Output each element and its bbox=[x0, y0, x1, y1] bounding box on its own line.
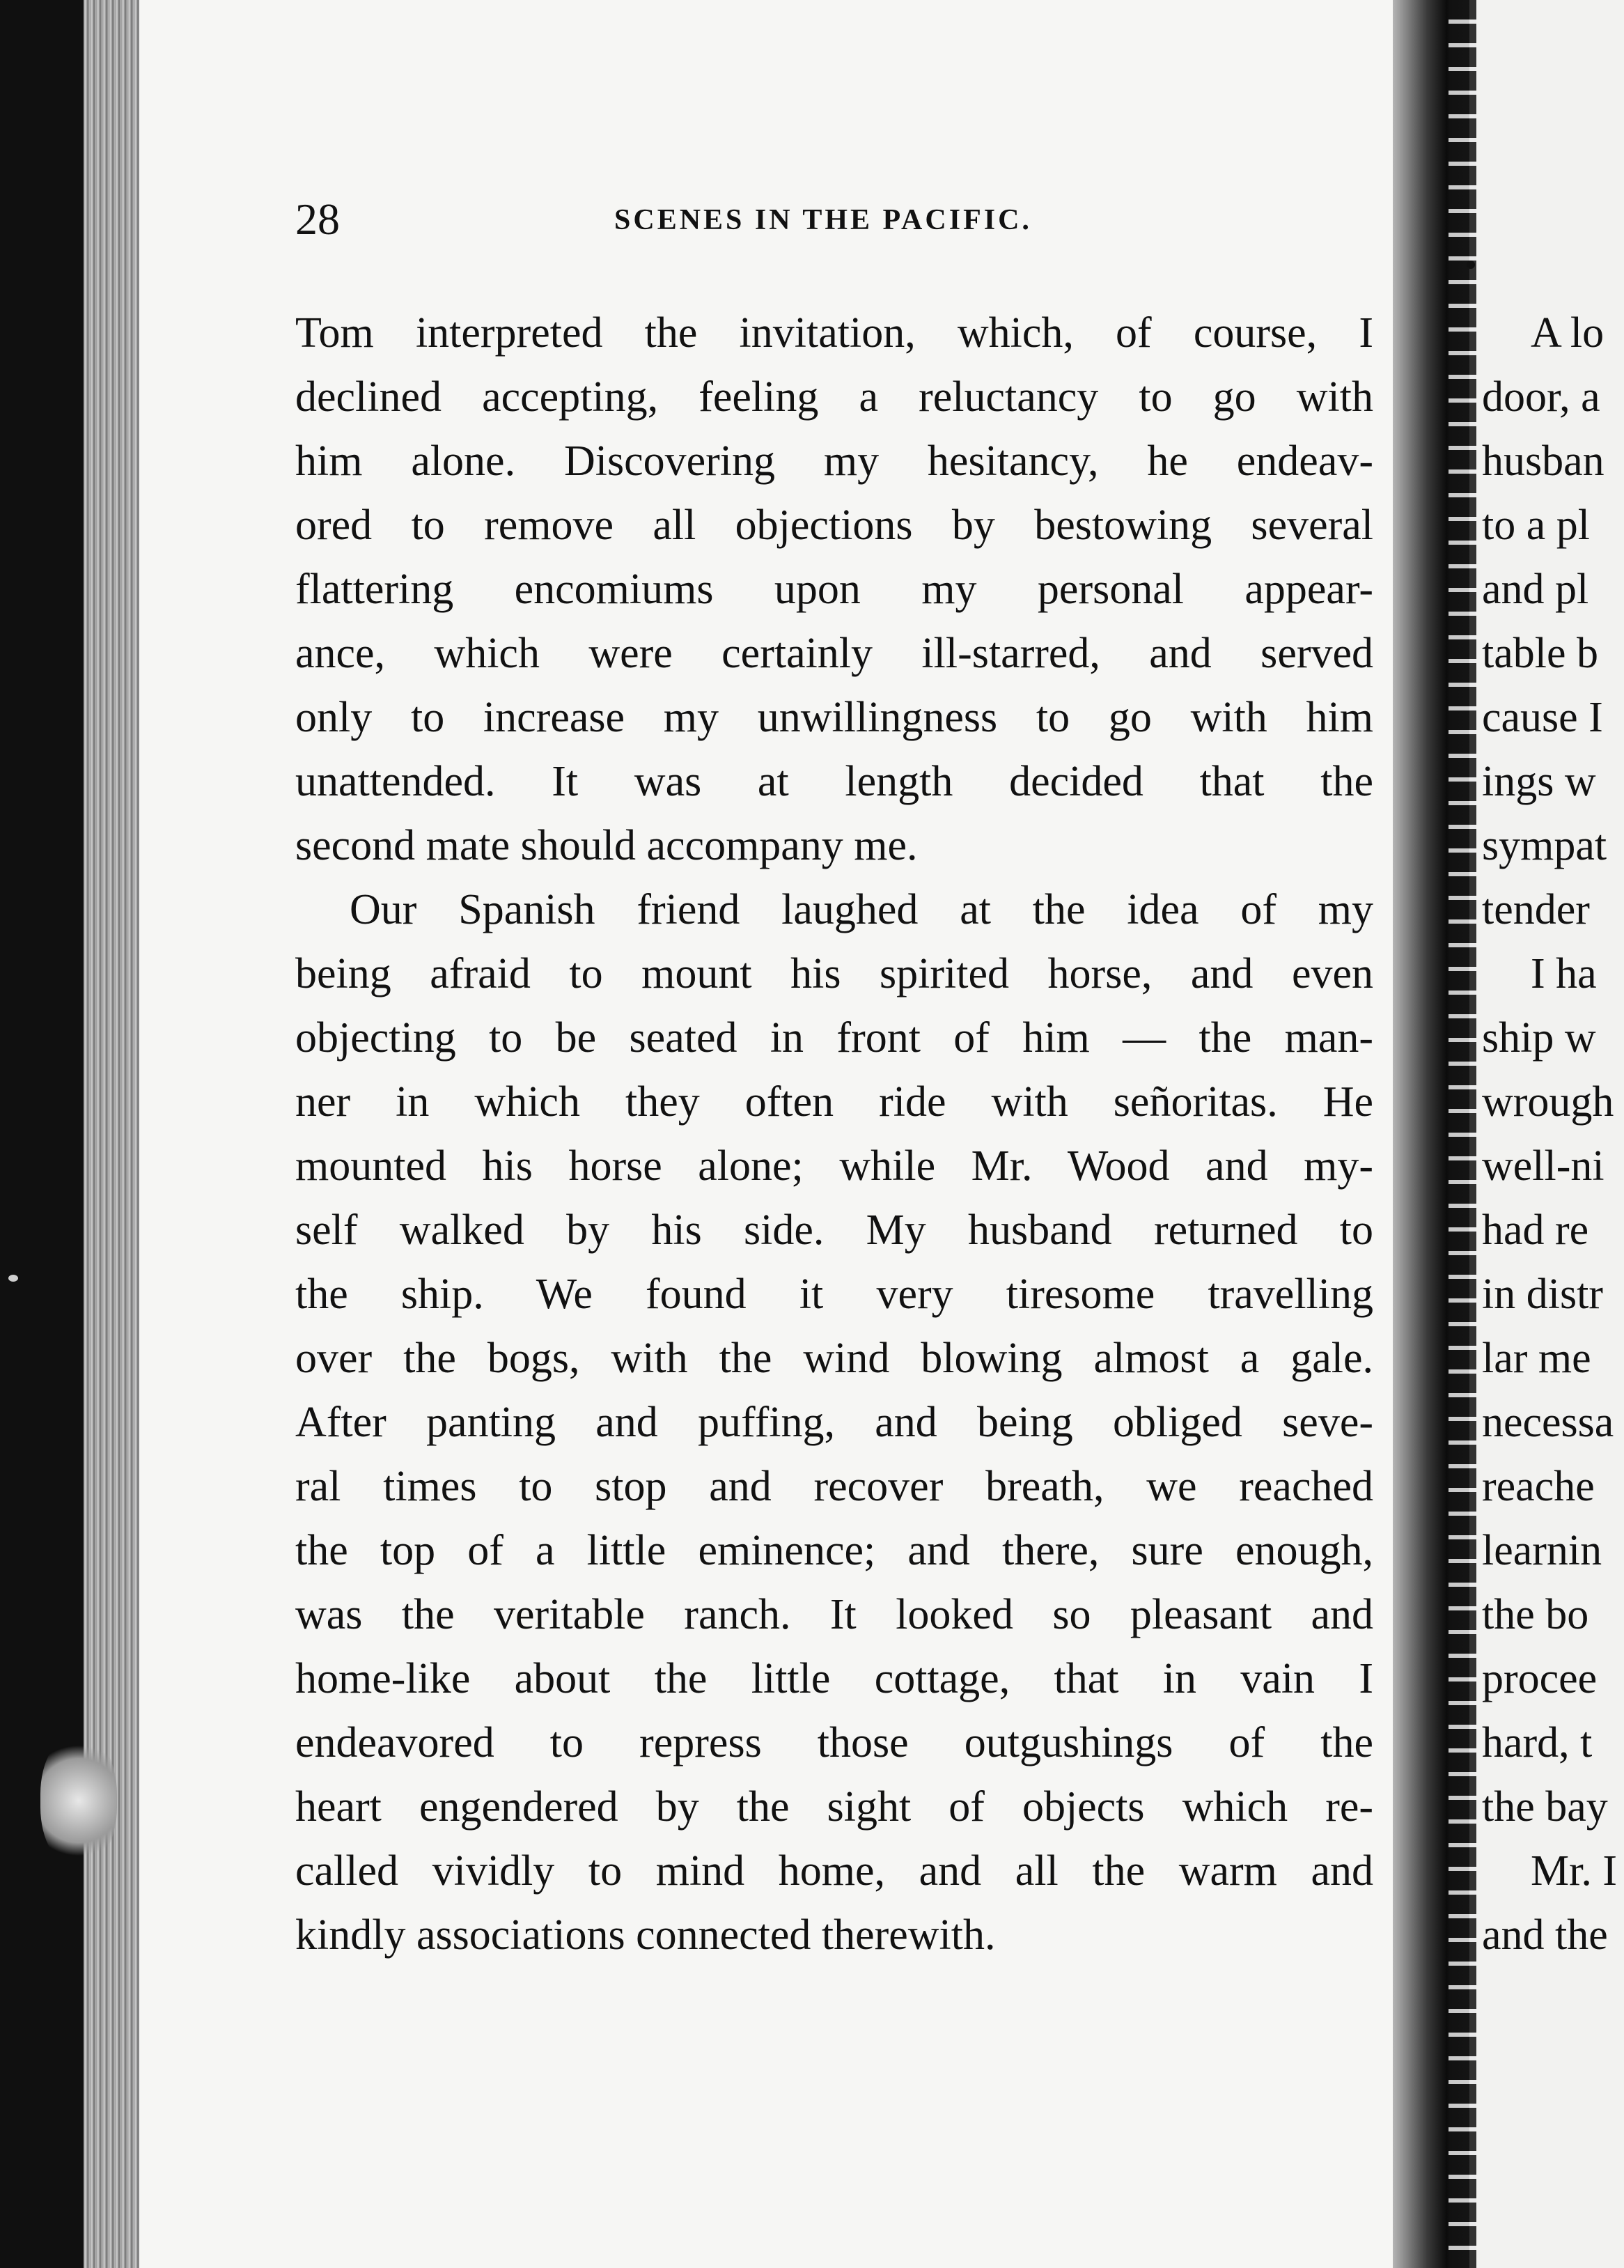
text-line: ner in which they often ride with señoritas. He bbox=[295, 1078, 1373, 1126]
text-line: ral times to stop and recover breath, we reached bbox=[295, 1463, 1373, 1510]
facing-text-line: necessa bbox=[1482, 1399, 1614, 1446]
text-line: second mate should accompany me. bbox=[295, 822, 918, 869]
text-line: kindly associations connected therewith. bbox=[295, 1911, 996, 1959]
text-line: home-like about the little cottage, that in vain I bbox=[295, 1655, 1373, 1702]
text-line: the ship. We found it very tiresome travelling bbox=[295, 1271, 1373, 1318]
scan-background bbox=[0, 0, 91, 2268]
text-line: called vividly to mind home, and all the warm and bbox=[295, 1847, 1373, 1895]
text-line: Tom interpreted the invitation, which, of course, I bbox=[295, 309, 1373, 357]
text-line: mounted his horse alone; while Mr. Wood and my- bbox=[295, 1142, 1373, 1190]
text-line: After panting and puffing, and being obliged seve- bbox=[295, 1399, 1373, 1446]
ink-dot bbox=[1467, 261, 1475, 269]
facing-page-text bbox=[1482, 301, 1624, 1967]
facing-text-line: reache bbox=[1482, 1463, 1595, 1510]
facing-text-line: Mr. I bbox=[1531, 1847, 1617, 1895]
page-header bbox=[295, 194, 1382, 242]
facing-text-line: ship w bbox=[1482, 1014, 1596, 1062]
text-line: was the veritable ranch. It looked so pleasant and bbox=[295, 1591, 1373, 1638]
page-number: 28 bbox=[295, 194, 340, 244]
text-line: declined accepting, feeling a reluctancy to go with bbox=[295, 373, 1373, 421]
text-line: over the bogs, with the wind blowing almost a gale. bbox=[295, 1335, 1373, 1382]
text-line: the top of a little eminence; and there, sure enough, bbox=[295, 1527, 1373, 1574]
facing-text-line: door, a bbox=[1482, 373, 1600, 421]
facing-text-line: procee bbox=[1482, 1655, 1598, 1702]
body-text bbox=[295, 301, 1373, 1967]
running-title: SCENES IN THE PACIFIC. bbox=[614, 204, 1032, 236]
facing-text-line: the bay bbox=[1482, 1783, 1608, 1831]
facing-text-line: well-ni bbox=[1482, 1142, 1605, 1190]
facing-text-line: I ha bbox=[1531, 950, 1597, 997]
facing-text-line: and pl bbox=[1482, 566, 1589, 613]
paper-stain bbox=[40, 1734, 117, 1867]
facing-text-line: table b bbox=[1482, 630, 1598, 677]
facing-text-line: learnin bbox=[1482, 1527, 1602, 1574]
page-fore-edge bbox=[84, 0, 139, 2268]
facing-text-line: and the bbox=[1482, 1911, 1608, 1959]
text-line: objecting to be seated in front of him — the man- bbox=[295, 1014, 1373, 1062]
facing-text-line: A lo bbox=[1531, 309, 1605, 357]
facing-text-line: ings w bbox=[1482, 758, 1596, 805]
text-line: being afraid to mount his spirited horse, and even bbox=[295, 950, 1373, 997]
facing-text-line: had re bbox=[1482, 1206, 1589, 1254]
text-line: ored to remove all objections by bestowing several bbox=[295, 502, 1373, 549]
facing-text-line: husban bbox=[1482, 437, 1605, 485]
facing-text-line: in distr bbox=[1482, 1271, 1603, 1318]
text-line: unattended. It was at length decided that the bbox=[295, 758, 1373, 805]
scan-speck bbox=[8, 1275, 18, 1282]
text-line: flattering encomiums upon my personal appear- bbox=[295, 566, 1373, 613]
text-line: only to increase my unwillingness to go with him bbox=[295, 694, 1373, 741]
facing-text-line: to a pl bbox=[1482, 502, 1590, 549]
text-line: ance, which were certainly ill-starred, and served bbox=[295, 630, 1373, 677]
text-line: Our Spanish friend laughed at the idea of my bbox=[350, 886, 1373, 933]
facing-text-line: wrough bbox=[1482, 1078, 1614, 1126]
facing-text-line: hard, t bbox=[1482, 1719, 1593, 1766]
facing-text-line: sympat bbox=[1482, 822, 1607, 869]
facing-text-line: tender bbox=[1482, 886, 1590, 933]
text-line: him alone. Discovering my hesitancy, he endeav- bbox=[295, 437, 1373, 485]
binding-edge bbox=[1449, 0, 1476, 2268]
text-line: self walked by his side. My husband returned to bbox=[295, 1206, 1373, 1254]
text-line: heart engendered by the sight of objects which re- bbox=[295, 1783, 1373, 1831]
facing-text-line: the bo bbox=[1482, 1591, 1589, 1638]
facing-text-line: cause I bbox=[1482, 694, 1603, 741]
facing-text-line: lar me bbox=[1482, 1335, 1591, 1382]
text-line: endeavored to repress those outgushings of the bbox=[295, 1719, 1373, 1766]
